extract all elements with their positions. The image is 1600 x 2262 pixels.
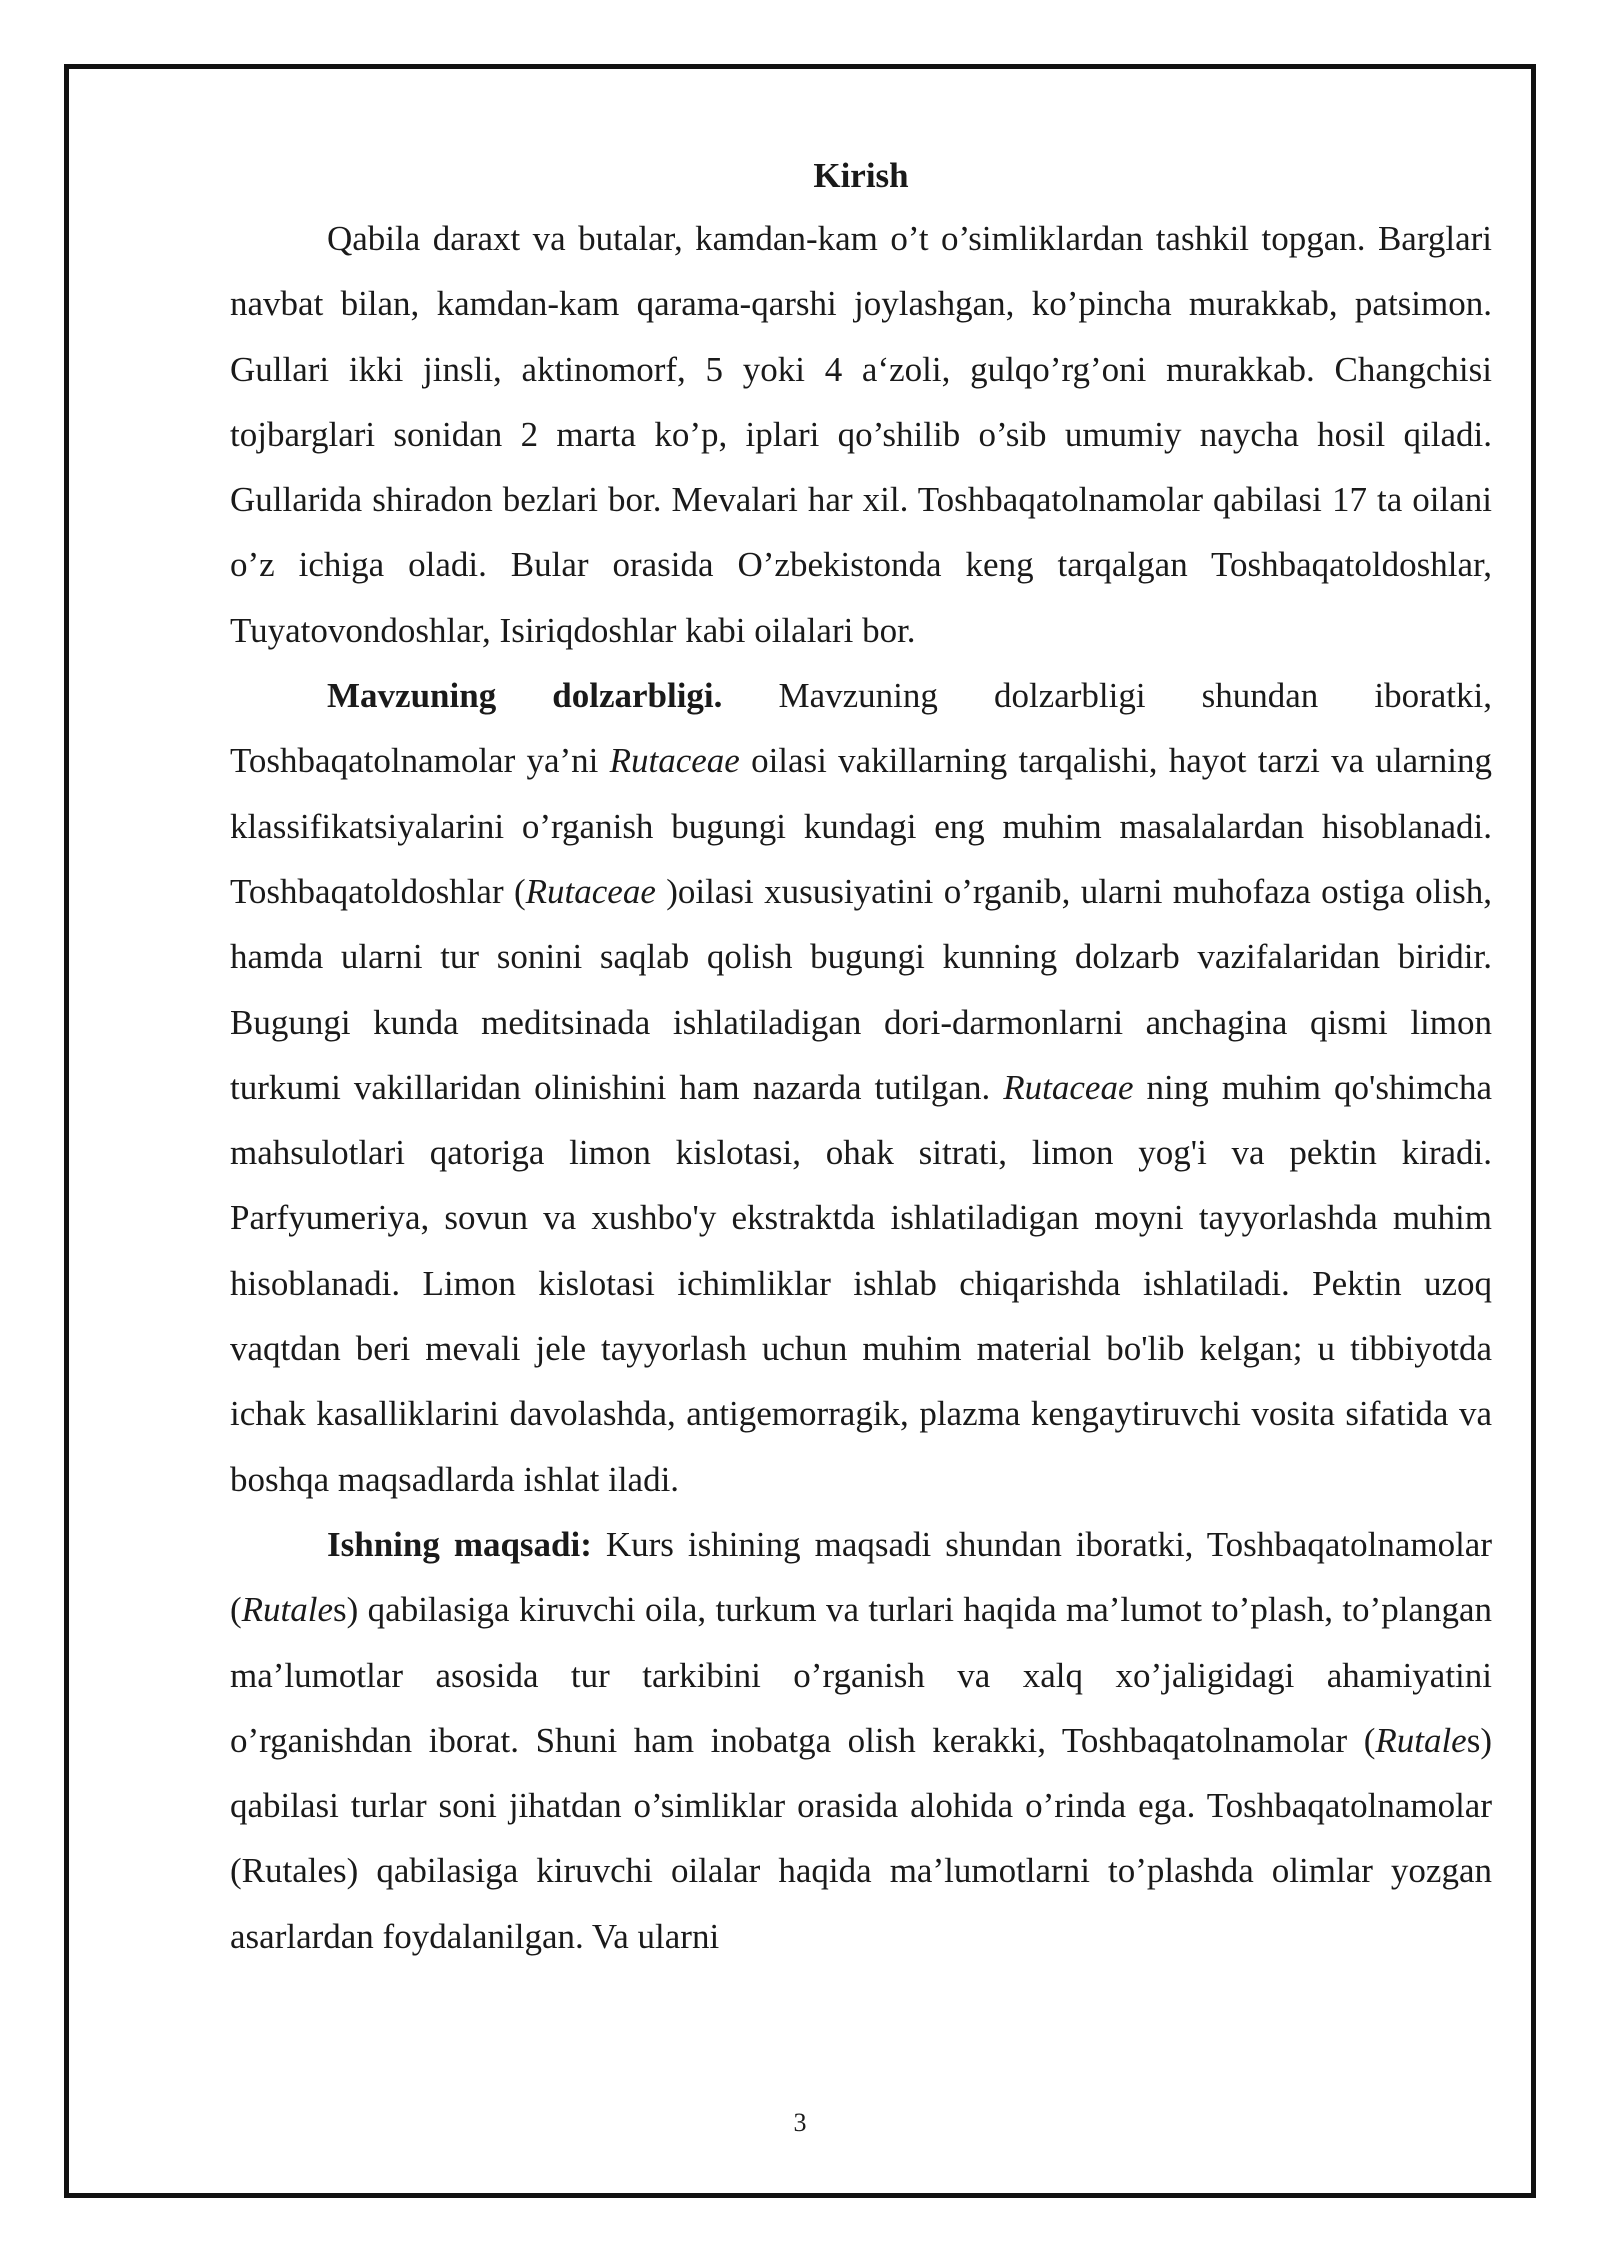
- paragraph: [230, 1512, 1492, 1969]
- latin-term: Rutaceae: [525, 871, 656, 911]
- paragraph: [230, 206, 1492, 663]
- paragraph-text: Qabila daraxt va butalar, kamdan-kam o’t o’simliklardan tashkil topgan. Barglari navbat bilan, kamdan-kam qarama-qarshi joylashgan, ko’pincha murakkab, patsimon. Gullari ikki jinsli, aktinomorf, 5 yoki 4 a‘zoli, gulqo’rg’oni murakkab. Changchisi tojbarglari sonidan 2 marta ko’p, iplari qo’shilib o’sib umumiy naycha hosil qiladi. Gullarida shiradon bezlari bor. Mevalari har xil. Toshbaqatolnamolar qabilasi 17 ta oilani o’z ichiga oladi. Bular orasida O’zbekistonda keng tarqalgan Toshbaqatoldoshlar, Tuyatovondoshlar, Isiriqdoshlar kabi oilalari bor.: [230, 219, 1492, 650]
- paragraph: [230, 663, 1492, 1512]
- paragraph-text: oilasi vakillarning tarqalishi, hayot tarzi va ularning klassifikatsiyalarini o’rganish bugungi kundagi eng muhim masalalardan hisoblanadi. Toshbaqatoldoshlar (: [230, 741, 1492, 911]
- latin-term: Rutale: [1375, 1720, 1467, 1760]
- paragraph-lead: Ishning maqsadi:: [327, 1524, 592, 1564]
- page-number: 3: [793, 2108, 807, 2137]
- latin-term: Rutale: [241, 1590, 334, 1630]
- paragraph-lead: Mavzuning dolzarbligi.: [327, 676, 723, 716]
- paragraph-text: )oilasi xususiyatini o’rganib, ularni muhofaza ostiga olish, hamda ularni tur sonini saqlab qolish bugungi kunning dolzarb vazifalaridan biridir. Bugungi kunda meditsinada ishlatiladigan dori-darmonlarni anchagina qismi limon turkumi vakillaridan olinishini ham nazarda tutilgan.: [230, 871, 1492, 1107]
- paragraph-list: [230, 206, 1492, 1969]
- paragraph-text: s) qabilasiga kiruvchi oila, turkum va turlari haqida ma’lumot to’plash, to’plangan ma’lumotlar asosida tur tarkibini o’rganish va xalq xo’jaligidagi ahamiyatini o’rganishdan iborat. Shuni ham inobatga olish kerakki, Toshbaqatolnamolar (: [230, 1590, 1492, 1760]
- paragraph-text: ning muhim qo'shimcha mahsulotlari qatoriga limon kislotasi, ohak sitrati, limon yog'i va pektin kiradi. Parfyumeriya, sovun va xushbo'y ekstraktda ishlatiladigan moyni tayyorlashda muhim hisoblanadi. Limon kislotasi ichimliklar ishlab chiqarishda ishlatiladi. Pektin uzoq vaqtdan beri mevali jele tayyorlash uchun muhim material bo'lib kelgan; u tibbiyotda ichak kasalliklarini davolashda, antigemorragik, plazma kengaytiruvchi vosita sifatida va boshqa maqsadlarda ishlat iladi.: [230, 1067, 1492, 1499]
- paragraph-text: Mavzuning dolzarbligi shundan iboratki, Toshbaqatolnamolar ya’ni: [230, 676, 1492, 781]
- paragraph-text: s) qabilasi turlar soni jihatdan o’simliklar orasida alohida o’rinda ega. Toshbaqatolnamolar (Rutales) qabilasiga kiruvchi oilalar haqida ma’lumotlarni to’plashda olimlar yozgan asarlardan foydalanilgan. Va ularni: [230, 1720, 1492, 1956]
- paragraph-text: Kurs ishining maqsadi shundan iboratki, Toshbaqatolnamolar (: [230, 1524, 1492, 1630]
- latin-term: Rutaceae: [1003, 1067, 1134, 1107]
- section-heading: Kirish: [813, 156, 909, 195]
- page-content: [230, 146, 1492, 1969]
- latin-term: Rutaceae: [609, 741, 740, 781]
